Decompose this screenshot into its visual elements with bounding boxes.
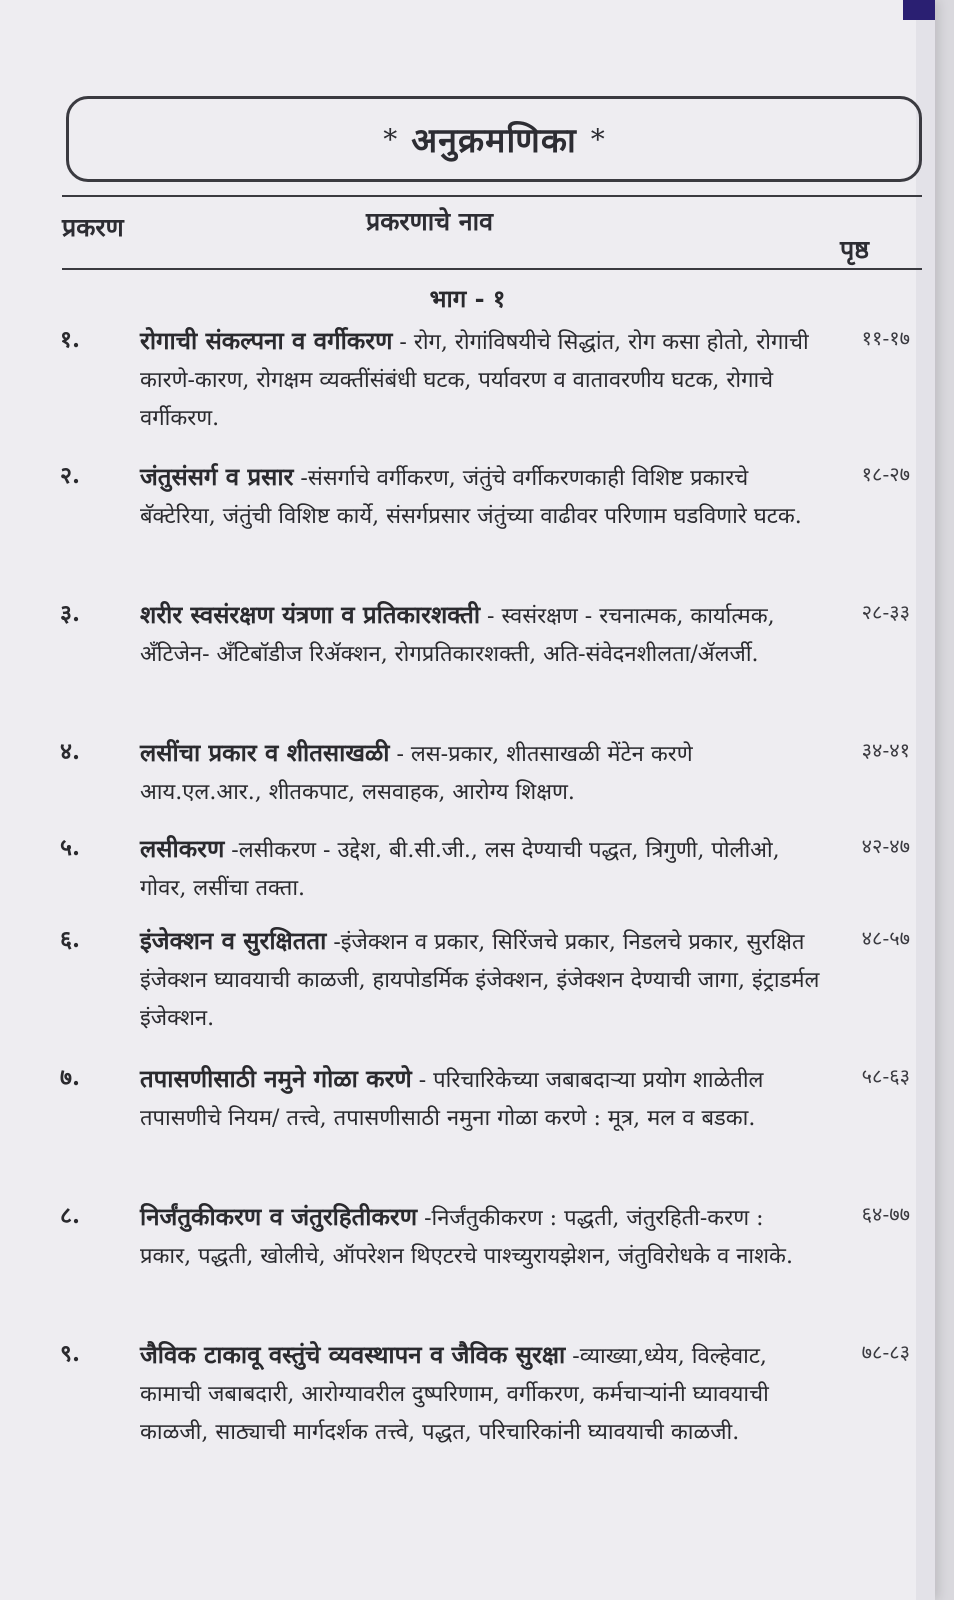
entry-text xyxy=(140,596,820,674)
entry-text xyxy=(140,922,820,1038)
entry-page-range: ४२-४७ xyxy=(861,834,910,858)
header-page: पृष्ठ xyxy=(840,235,869,264)
entry-description: - लस-प्रकार, शीतसाखळी मेंटेन करणे आय.एल.आर., शीतकपाट, लसवाहक, आरोग्य शिक्षण. xyxy=(140,742,693,805)
entry-description: -इंजेक्शन व प्रकार, सिरिंजचे प्रकार, निडलचे प्रकार, सुरक्षित इंजेक्शन घ्यावयाची काळजी, हायपोडर्मिक इंजेक्शन, इंजेक्शन देण्याची जागा, इंट्राडर्मल इंजेक्शन. xyxy=(140,930,820,1031)
entry-description: -लसीकरण - उद्देश, बी.सी.जी., लस देण्याची पद्धत, त्रिगुणी, पोलीओ, गोवर, लसींचा तक्ता. xyxy=(140,838,780,901)
entry-heading: निर्जंतुकीकरण व जंतुरहितीकरण xyxy=(140,1202,418,1231)
header-chapter-name: प्रकरणाचे नाव xyxy=(366,207,494,236)
header-bottom-rule xyxy=(62,268,922,270)
entry-number: ३. xyxy=(60,600,80,627)
entry-description: - परिचारिकेच्या जबाबदाऱ्या प्रयोग शाळेतील तपासणीचे नियम/ तत्त्वे, तपासणीसाठी नमुना गोळा करणे : मूत्र, मल व बडका. xyxy=(140,1068,764,1131)
entry-number: २. xyxy=(60,462,80,489)
entry-text xyxy=(140,322,820,438)
page-title: अनुक्रमणिका xyxy=(411,121,577,161)
entry-page-range: ७८-८३ xyxy=(861,1340,910,1364)
entry-heading: शरीर स्वसंरक्षण यंत्रणा व प्रतिकारशक्ती xyxy=(140,600,481,629)
entry-heading: जंतुसंसर्ग व प्रसार xyxy=(140,462,294,491)
entry-number: ८. xyxy=(60,1202,80,1229)
entry-number: ७. xyxy=(60,1064,80,1091)
entry-heading: लसीकरण xyxy=(140,834,225,863)
title-star-right: * xyxy=(590,122,605,156)
entry-page-range: ४८-५७ xyxy=(861,926,910,950)
entry-text xyxy=(140,1336,820,1452)
corner-mark xyxy=(903,0,935,20)
entry-page-range: ३४-४१ xyxy=(861,738,910,762)
entry-text xyxy=(140,458,820,536)
title-box xyxy=(66,96,922,182)
entry-number: ९. xyxy=(60,1340,80,1367)
entry-page-range: २८-३३ xyxy=(861,600,910,624)
part-label: भाग - १ xyxy=(429,284,506,313)
title-star-left: * xyxy=(383,122,398,156)
entry-page-range: १८-२७ xyxy=(861,462,910,486)
entry-page-range: ६४-७७ xyxy=(861,1202,910,1226)
header-top-rule xyxy=(62,195,922,197)
entry-description: - रोग, रोगांविषयीचे सिद्धांत, रोग कसा होतो, रोगाची कारणे-कारण, रोगक्षम व्यक्तींसंबंधी घटक, पर्यावरण व वातावरणीय घटक, रोगाचे वर्गीकरण. xyxy=(140,330,809,431)
entry-heading: जैविक टाकावू वस्तुंचे व्यवस्थापन व जैविक सुरक्षा xyxy=(140,1340,566,1369)
entry-page-range: ११-१७ xyxy=(861,326,910,350)
entry-description: -निर्जंतुकीकरण : पद्धती, जंतुरहिती-करण : प्रकार, पद्धती, खोलीचे, ऑपरेशन थिएटरचे पाश्च्युरायझेशन, जंतुविरोधके व नाशके. xyxy=(140,1206,793,1269)
entry-text xyxy=(140,1198,820,1276)
entry-heading: तपासणीसाठी नमुने गोळा करणे xyxy=(140,1064,412,1093)
entry-page-range: ५८-६३ xyxy=(861,1064,910,1088)
entry-description: -व्याख्या,ध्येय, विल्हेवाट, कामाची जबाबदारी, आरोग्यावरील दुष्परिणाम, वर्गीकरण, कर्मचाऱ्यांनी घ्यावयाची काळजी, साठ्याची मार्गदर्शक तत्त्वे, पद्धत, परिचारिकांनी घ्यावयाची काळजी. xyxy=(140,1344,769,1445)
entry-heading: रोगाची संकल्पना व वर्गीकरण xyxy=(140,326,393,355)
entry-heading: इंजेक्शन व सुरक्षितता xyxy=(140,926,327,955)
entry-number: १. xyxy=(60,326,80,353)
entry-text xyxy=(140,830,820,908)
entry-heading: लसींचा प्रकार व शीतसाखळी xyxy=(140,738,390,767)
entry-number: ४. xyxy=(60,738,80,765)
entry-description: - स्वसंरक्षण - रचनात्मक, कार्यात्मक, अँटिजेन- अँटिबॉडीज रिॲक्शन, रोगप्रतिकारशक्ती, अति-संवेदनशीलता/ॲलर्जी. xyxy=(140,604,775,667)
entry-number: ६. xyxy=(60,926,80,953)
entry-number: ५. xyxy=(60,834,80,861)
entry-description: -संसर्गाचे वर्गीकरण, जंतुंचे वर्गीकरणकाही विशिष्ट प्रकारचे बॅक्टेरिया, जंतुंची विशिष्ट कार्ये, संसर्गप्रसार जंतुंच्या वाढीवर परिणाम घडविणारे घटक. xyxy=(140,466,802,529)
header-chapter: प्रकरण xyxy=(62,213,124,242)
entry-text xyxy=(140,734,820,812)
entry-text xyxy=(140,1060,820,1138)
adjacent-page-edge xyxy=(916,20,935,1600)
